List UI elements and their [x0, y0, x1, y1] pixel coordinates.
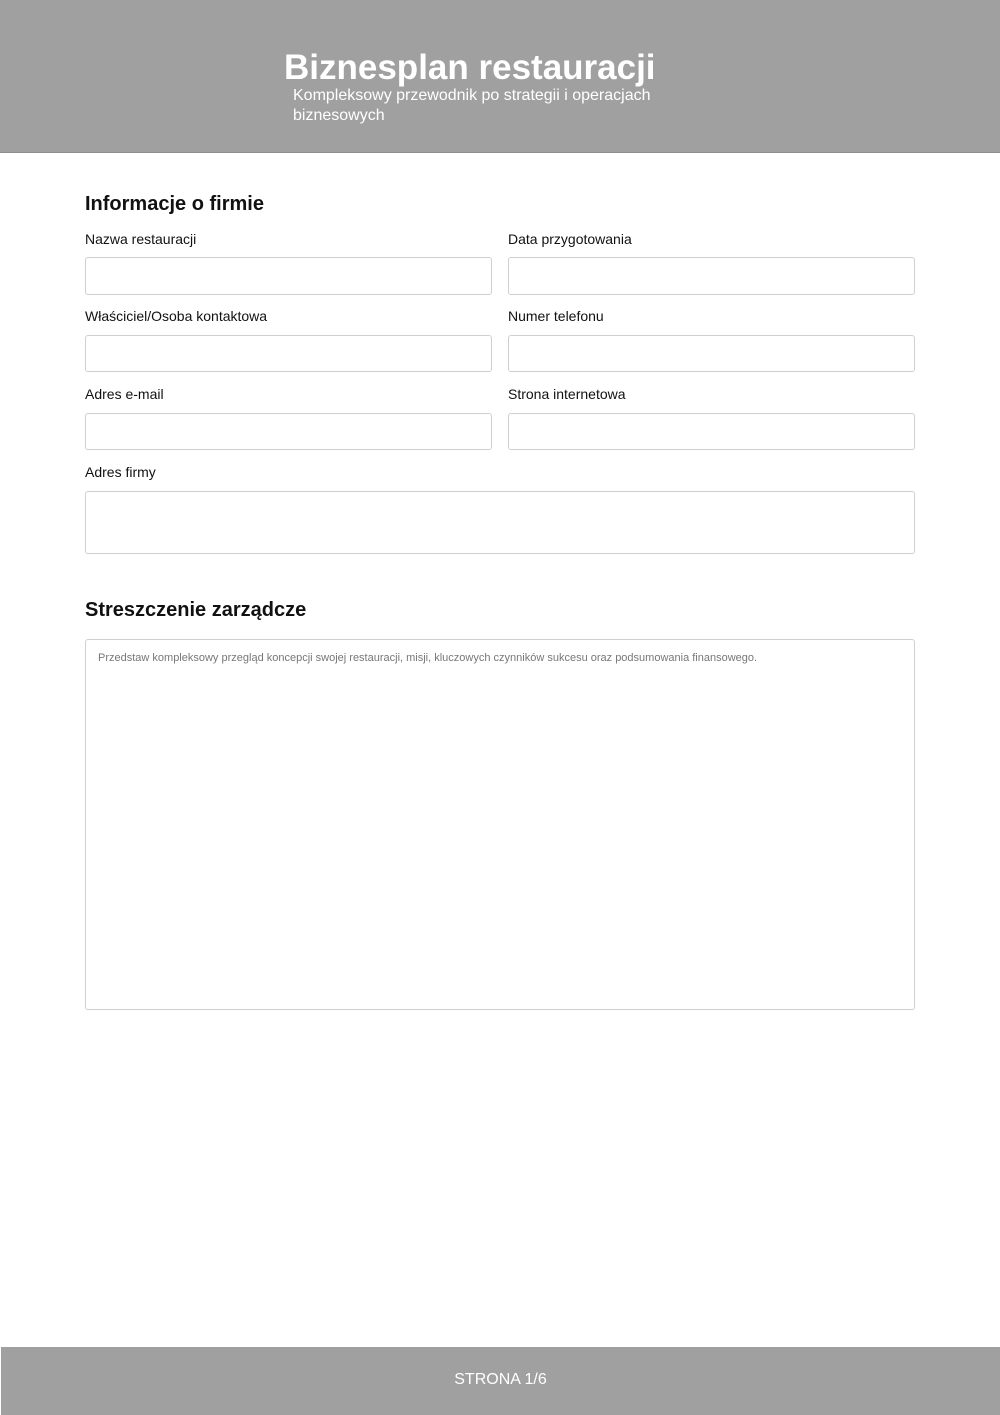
owner-contact-field[interactable] — [85, 335, 492, 372]
executive-summary-placeholder: Przedstaw kompleksowy przegląd koncepcji swojej restauracji, misji, kluczowych czynników sukcesu oraz podsumowania finansowego. — [98, 652, 758, 664]
website-label: Strona internetowa — [508, 386, 626, 402]
page-header — [0, 0, 1000, 153]
page-footer — [1, 1347, 1000, 1415]
phone-field[interactable] — [508, 335, 915, 372]
executive-summary-textarea[interactable] — [85, 639, 915, 1010]
document-title: Biznesplan restauracji — [284, 48, 656, 87]
owner-contact-label: Właściciel/Osoba kontaktowa — [85, 308, 268, 324]
address-field[interactable] — [85, 491, 915, 554]
phone-label: Numer telefonu — [508, 308, 604, 324]
prep-date-label: Data przygotowania — [508, 231, 632, 247]
website-field[interactable] — [508, 413, 915, 450]
restaurant-name-field[interactable] — [85, 257, 492, 295]
email-field[interactable] — [85, 413, 492, 450]
page-number: STRONA 1/6 — [454, 1371, 547, 1388]
restaurant-name-label: Nazwa restauracji — [85, 231, 197, 247]
address-label: Adres firmy — [85, 464, 156, 480]
email-label: Adres e-mail — [85, 386, 164, 402]
section-title-executive-summary: Streszczenie zarządcze — [85, 599, 307, 621]
prep-date-field[interactable] — [508, 257, 915, 295]
document-subtitle: Kompleksowy przewodnik po strategii i operacjach biznesowych — [293, 87, 651, 124]
section-title-company-info: Informacje o firmie — [85, 193, 264, 215]
